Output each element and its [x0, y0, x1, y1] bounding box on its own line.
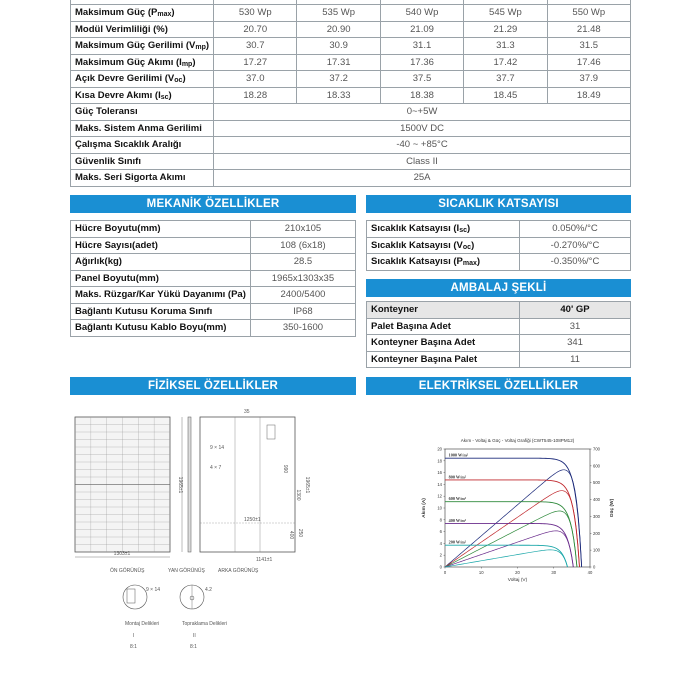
value-cell: 21.48	[547, 21, 630, 38]
row-label: Güvenlik Sınıfı	[71, 153, 214, 170]
value-cell: 31.3	[464, 38, 547, 55]
power-curve	[445, 531, 573, 567]
value-cell: 31	[520, 318, 631, 335]
value-cell: 18.33	[297, 87, 380, 104]
detail-ii-dim: 4.2	[205, 587, 212, 593]
value-cell: 18.28	[214, 87, 297, 104]
table-row	[71, 120, 631, 137]
table-row	[367, 318, 631, 335]
plot-frame	[445, 449, 590, 567]
value-cell: 18.45	[464, 87, 547, 104]
y-tick-label: 16	[437, 470, 442, 476]
label-text: Maksimum Güç Gerilimi (V	[75, 40, 196, 52]
table-row	[71, 54, 631, 71]
value-cell: 210x105	[250, 221, 355, 238]
dim-side-height: 1965±1	[177, 476, 183, 494]
row-label	[367, 237, 520, 254]
merged-value-cell: -40 ~ +85°C	[214, 137, 631, 154]
table-row	[71, 303, 356, 320]
row-label: Çalışma Sıcaklık Aralığı	[71, 137, 214, 154]
value-cell: -0.350%/°C	[520, 254, 631, 271]
label-subscript: sc	[160, 93, 169, 101]
y2-tick-label: 500	[593, 480, 600, 486]
label-tail: )	[168, 89, 172, 101]
x-tick-label: 10	[478, 570, 484, 575]
value-cell: 37.7	[464, 71, 547, 88]
row-label: Maks. Rüzgar/Kar Yükü Dayanımı (Pa)	[71, 287, 251, 304]
label-tail: )	[171, 7, 175, 19]
label-text: Sıcaklık Katsayısı (V	[371, 239, 463, 251]
y-tick-label: 0	[439, 564, 442, 570]
label-tail: )	[182, 73, 186, 85]
irradiance-label: 800 W/m²	[448, 474, 466, 480]
value-cell: 550 Wp	[547, 5, 630, 22]
mechanical-table	[70, 220, 356, 337]
packaging-header-row	[367, 302, 631, 319]
row-label: Hücre Sayısı(adet)	[71, 237, 251, 254]
value-cell: 545 Wp	[464, 5, 547, 22]
value-cell: 20.90	[297, 21, 380, 38]
label-subscript: mp	[181, 60, 193, 68]
label-subscript: oc	[462, 243, 472, 251]
detail-ii-label: II	[193, 633, 196, 639]
dim-250: 250	[297, 528, 303, 538]
detail-i-dim: 9 × 14	[146, 587, 161, 593]
row-label: Bağlantı Kutusu Koruma Sınıfı	[71, 303, 251, 320]
label-text: Sıcaklık Katsayısı (I	[371, 223, 460, 235]
dim-1141: 1141±1	[256, 557, 273, 563]
value-cell: 37.5	[380, 71, 463, 88]
row-label	[71, 87, 214, 104]
table-row	[71, 5, 631, 22]
label-tail: )	[205, 40, 210, 52]
dim-holes-a: 9 × 14	[210, 445, 225, 451]
mounting-holes-label: Montaj Delikleri	[125, 621, 160, 627]
packaging-header-value: 40' GP	[520, 302, 631, 319]
row-label	[71, 21, 214, 38]
table-row	[71, 38, 631, 55]
y2-tick-label: 100	[593, 547, 600, 553]
row-label	[71, 5, 214, 22]
value-cell: 21.09	[380, 21, 463, 38]
label-subscript: oc	[174, 77, 183, 85]
label-subscript: mp	[195, 44, 206, 52]
row-label	[71, 38, 214, 55]
y-tick-label: 10	[437, 505, 442, 511]
value-cell: 31.5	[547, 38, 630, 55]
value-cell: 21.29	[464, 21, 547, 38]
y-tick-label: 12	[437, 493, 442, 499]
label-subscript: max	[462, 260, 477, 268]
x-tick-label: 30	[551, 570, 557, 575]
row-label: Konteyner Başına Adet	[367, 335, 520, 352]
label-text: Sıcaklık Katsayısı (P	[371, 256, 463, 268]
row-label	[367, 221, 520, 238]
value-cell: 20.70	[214, 21, 297, 38]
row-label: Hücre Boyutu(mm)	[71, 221, 251, 238]
detail-i-label: I	[133, 633, 135, 639]
row-label	[71, 71, 214, 88]
value-cell: 108 (6x18)	[250, 237, 355, 254]
y-tick-label: 6	[439, 529, 442, 535]
dim-holes-b: 4 × 7	[210, 465, 222, 471]
y-tick-label: 14	[437, 481, 442, 487]
value-cell: 540 Wp	[380, 5, 463, 22]
value-cell: 535 Wp	[297, 5, 380, 22]
y2-tick-label: 300	[593, 513, 600, 519]
label-subscript: sc	[459, 227, 467, 235]
row-label: Maks. Seri Sigorta Akımı	[71, 170, 214, 187]
value-cell: 341	[520, 335, 631, 352]
label-text: Maksimum Güç (P	[75, 7, 158, 19]
ground-holes-label: Topraklama Delikleri	[182, 621, 228, 627]
label-subscript: max	[157, 11, 172, 19]
label-text: Modül Verimliliği (%)	[75, 23, 168, 35]
y2-axis-label: Güç (W)	[610, 498, 615, 518]
label-text: Kısa Devre Akımı (I	[75, 89, 161, 101]
electrical-spec-table	[70, 0, 631, 187]
row-label: Maks. Sistem Anma Gerilimi	[71, 120, 214, 137]
value-cell: 17.27	[214, 54, 297, 71]
x-axis-label: Voltaj (V)	[507, 578, 528, 583]
temperature-banner: SICAKLIK KATSAYISI	[366, 195, 631, 213]
side-view-label: YAN GÖRÜNÜŞ	[168, 568, 205, 574]
value-cell: 0.050%/°C	[520, 221, 631, 238]
table-row	[71, 237, 356, 254]
label-tail: )	[476, 256, 481, 268]
x-tick-label: 0	[443, 570, 447, 575]
row-label: Ağırlık(kg)	[71, 254, 251, 271]
mechanical-banner: MEKANİK ÖZELLİKLER	[70, 195, 356, 213]
packaging-table	[366, 301, 631, 368]
row-label: Palet Başına Adet	[367, 318, 520, 335]
table-row	[367, 254, 631, 271]
dim-1250: 1250±1	[244, 517, 261, 523]
detail-i-scale: 8:1	[130, 644, 137, 650]
packaging-header-label: Konteyner	[367, 302, 520, 319]
merged-value-cell: 0~+5W	[214, 104, 631, 121]
irradiance-label: 400 W/m²	[448, 517, 466, 523]
table-row	[71, 270, 356, 287]
value-cell: IP68	[250, 303, 355, 320]
table-row	[71, 71, 631, 88]
table-row	[71, 254, 356, 271]
table-row	[71, 153, 631, 170]
irradiance-label: 600 W/m²	[448, 496, 466, 502]
merged-value-cell: 1500V DC	[214, 120, 631, 137]
value-cell: 17.36	[380, 54, 463, 71]
value-cell: 2400/5400	[250, 287, 355, 304]
table-row	[71, 170, 631, 187]
y-axis-label: Akım (A)	[422, 498, 427, 518]
value-cell: 18.38	[380, 87, 463, 104]
row-label: Konteyner Başına Palet	[367, 351, 520, 368]
detail-ii-scale: 8:1	[190, 644, 197, 650]
x-tick-label: 20	[515, 570, 520, 575]
table-row	[367, 335, 631, 352]
row-label: Bağlantı Kutusu Kablo Boyu(mm)	[71, 320, 251, 337]
table-row	[71, 87, 631, 104]
power-curve	[445, 550, 568, 567]
table-row	[71, 320, 356, 337]
table-row	[367, 351, 631, 368]
irradiance-label: 1000 W/m²	[448, 452, 469, 458]
value-cell: 31.1	[380, 38, 463, 55]
y-tick-label: 20	[437, 446, 442, 452]
y2-tick-label: 400	[593, 497, 600, 503]
label-tail: )	[192, 56, 196, 68]
value-cell: 28.5	[250, 254, 355, 271]
table-row	[367, 221, 631, 238]
value-cell: 30.7	[214, 38, 297, 55]
row-label: Panel Boyutu(mm)	[71, 270, 251, 287]
value-cell: 37.2	[297, 71, 380, 88]
front-view-label: ÖN GÖRÜNÜŞ	[110, 568, 145, 574]
value-cell: 530 Wp	[214, 5, 297, 22]
y2-tick-label: 600	[593, 463, 600, 469]
value-cell: 30.9	[297, 38, 380, 55]
packaging-banner: AMBALAJ ŞEKLİ	[366, 279, 631, 297]
row-label	[71, 54, 214, 71]
detail-mounting-holes	[123, 585, 160, 650]
row-label: Güç Toleransı	[71, 104, 214, 121]
merged-value-cell: Class II	[214, 153, 631, 170]
detail-ground-holes	[180, 585, 227, 650]
value-cell: 37.0	[214, 71, 297, 88]
table-row	[71, 104, 631, 121]
dim-400: 400	[288, 530, 294, 540]
label-tail: )	[467, 223, 471, 235]
dim-1300: 1300	[295, 489, 301, 501]
row-label	[367, 254, 520, 271]
value-cell: 11	[520, 351, 631, 368]
chart-title: Akım - Voltaj & Güç - Voltaj Grafiği (CWT545-108PM12)	[460, 438, 575, 443]
table-row	[71, 287, 356, 304]
dim-back-height: 1965±1	[304, 476, 310, 494]
y2-tick-label: 200	[593, 530, 600, 536]
value-cell: 18.49	[547, 87, 630, 104]
back-view-drawing	[200, 409, 310, 563]
table-row	[71, 221, 356, 238]
x-tick-label: 40	[587, 570, 593, 575]
y-tick-label: 8	[439, 517, 442, 523]
value-cell: 1965x1303x35	[250, 270, 355, 287]
back-view-label: ARKA GÖRÜNÜŞ	[218, 568, 259, 574]
front-view-drawing	[75, 417, 170, 557]
dim-990: 990	[282, 464, 288, 474]
y-tick-label: 18	[437, 458, 442, 464]
temperature-table	[366, 220, 631, 271]
label-tail: )	[471, 239, 475, 251]
side-view-drawing	[177, 417, 191, 552]
table-row	[71, 21, 631, 38]
merged-value-cell: 25A	[214, 170, 631, 187]
y-tick-label: 4	[439, 540, 442, 546]
label-text: Açık Devre Gerilimi (V	[75, 73, 175, 85]
table-row	[71, 137, 631, 154]
dim-thickness: 35	[244, 409, 250, 415]
table-row	[367, 237, 631, 254]
value-cell: 17.46	[547, 54, 630, 71]
y2-tick-label: 700	[593, 446, 600, 452]
technical-drawings	[60, 405, 350, 655]
value-cell: -0.270%/°C	[520, 237, 631, 254]
value-cell: 17.42	[464, 54, 547, 71]
electrical-chars-banner: ELEKTRİKSEL ÖZELLİKLER	[366, 377, 631, 395]
value-cell: 350-1600	[250, 320, 355, 337]
physical-banner: FİZİKSEL ÖZELLİKLER	[70, 377, 356, 395]
dim-front-width: 1303±1	[113, 551, 131, 557]
iv-curve-chart	[405, 435, 620, 585]
label-text: Maksimum Güç Akımı (I	[75, 56, 182, 68]
y-tick-label: 2	[439, 552, 442, 558]
value-cell: 17.31	[297, 54, 380, 71]
irradiance-label: 200 W/m²	[448, 539, 466, 545]
value-cell: 37.9	[547, 71, 630, 88]
y2-tick-label: 0	[593, 564, 596, 570]
